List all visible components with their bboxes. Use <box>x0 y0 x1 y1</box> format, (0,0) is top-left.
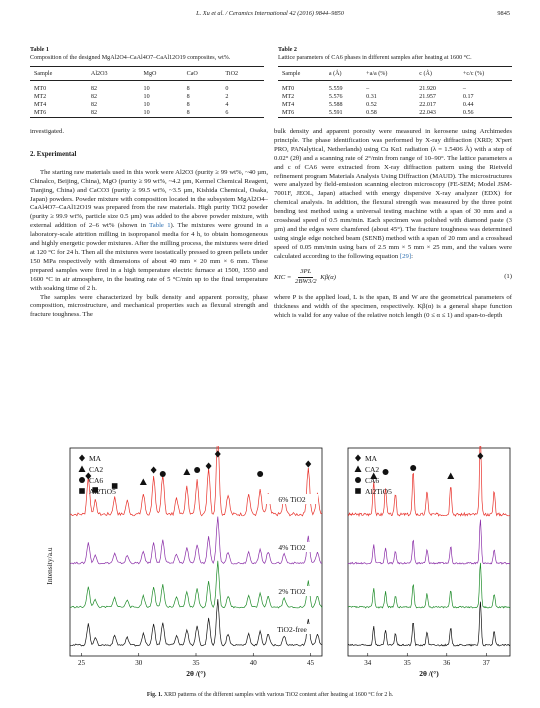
table-1-header-cell: MgO <box>143 70 157 77</box>
trace-label: 2% TiO2 <box>278 587 306 596</box>
table-2-header-cell: Sample <box>282 70 301 77</box>
circle-legend-symbol <box>79 477 85 483</box>
table-1-row <box>30 81 264 93</box>
reference-link[interactable]: [29] <box>399 252 412 260</box>
figure-label: Fig. 1. <box>146 692 163 698</box>
diamond-peak-marker <box>477 453 483 460</box>
legend-label: CA2 <box>89 465 104 474</box>
table-1-cell: 10 <box>143 109 150 116</box>
table-1-caption: Composition of the designed MgAl2O4–CaAl4O7–CaAl12O19 composites, wt%. <box>30 55 231 61</box>
diamond-peak-marker <box>206 463 212 470</box>
table-2-grid <box>278 66 512 118</box>
x-tick-label: 36 <box>443 659 451 667</box>
table-2-cell: 0.44 <box>462 101 474 108</box>
table-2-caption: Lattice parameters of CA6 phases in different samples after heating at 1600 °C. <box>278 55 472 61</box>
circle-legend-symbol <box>355 477 361 483</box>
table-2 <box>278 46 512 118</box>
x-tick-label: 25 <box>77 659 85 667</box>
triangle-legend-symbol <box>79 466 86 473</box>
xrd-trace <box>348 602 510 646</box>
legend-label: MA <box>89 454 102 463</box>
running-header <box>0 10 540 22</box>
table-2-header-cell: +c/c (%) <box>462 70 485 77</box>
table-1-cell: 10 <box>143 85 150 92</box>
table-2-cell: – <box>366 85 370 92</box>
y-axis-label: Intensity/a.u <box>45 547 54 585</box>
table-1-grid <box>30 66 264 118</box>
legend-label: Al2TiO5 <box>365 487 392 496</box>
figure-1-caption <box>0 692 540 698</box>
table-1-row <box>30 109 264 117</box>
table-2-row <box>278 109 512 117</box>
diamond-peak-marker <box>151 467 157 474</box>
left-column <box>30 128 268 320</box>
legend-label: Al2TiO5 <box>89 487 116 496</box>
table-1-cell: 10 <box>143 93 150 100</box>
table-1-cell: 82 <box>90 85 98 92</box>
table-2-cell: 21.957 <box>419 93 436 100</box>
circle-peak-marker <box>410 465 416 471</box>
table-2-cell: 0.58 <box>366 109 377 116</box>
x-tick-label: 35 <box>192 659 200 667</box>
legend-label: CA2 <box>365 465 380 474</box>
table-1-title: Table 1 <box>30 47 49 53</box>
table-2-cell: 0.17 <box>462 93 474 100</box>
table-2-cell: 21.920 <box>419 85 436 92</box>
table-2-cell: 5.576 <box>328 93 343 100</box>
page-number: 9845 <box>497 10 510 17</box>
table-1-cell: MT0 <box>34 85 47 92</box>
equation-fraction <box>295 268 317 287</box>
triangle-peak-marker <box>447 473 454 480</box>
table-2-cell: MT2 <box>282 93 295 100</box>
xrd-trace <box>70 599 322 646</box>
paragraph-text: ). The mixtures were ground in a laboratory-scale attrition milling in isopropanol media for 4 h, to obtain homogeneous and highly energetic powder mixtures. After the milling process, the mixtures were dried at 120 °C for 24 h. Then all the mixtures were isostatically pressed to green pellets under 150 MPa respectively with dimensions of about 40 mm × 20 mm × 6 mm. These prepared samples were fired in a high temperature electric furnace at 1500, 1550 and 1600 °C in air atmosphere, in the heating rate of 5 °C/min up to the final temperature with soaking time of 2 h. <box>30 222 268 292</box>
figure-caption-text: XRD patterns of the different samples with various TiO2 content after heating at 1600 °C for 2 h. <box>162 692 394 698</box>
table-1-cell: MT4 <box>34 101 47 108</box>
table-2-header-cell: +a/a (%) <box>366 70 388 77</box>
diamond-peak-marker <box>305 461 311 468</box>
triangle-legend-symbol <box>355 466 362 473</box>
x-tick-label: 35 <box>403 659 411 667</box>
legend-label: MA <box>365 454 378 463</box>
table-1-row <box>30 93 264 101</box>
paragraph-characterization: The samples were characterized by bulk density and apparent porosity, phase composition, microstructure, and mechanical properties such as flexural strength and fracture toughness. The <box>30 293 268 319</box>
x-tick-label: 34 <box>364 659 372 667</box>
equation-denominator: 2BW3/2 <box>295 277 317 285</box>
x-tick-label: 45 <box>307 659 315 667</box>
table-2-cell: MT4 <box>282 101 295 108</box>
table-2-cell: MT6 <box>282 109 295 116</box>
table-1-header-cell: TiO2 <box>225 70 239 77</box>
paragraph-text: bulk density and apparent porosity were measured in kerosene using Archimedes principle. The phase identification was performed by X-ray diffraction (XRD; X'pert PRO, PANalytical, Netherlands) using Cu Kα1 radiation (λ = 1.5406 Å) with a step of 0.02° (2θ) and a scanning rate of 2°/min from range of 10–90°. The lattice parameters a and c of CA6 were extracted from X-ray diffraction pattern using the Rietveld refinement program Materials Analysis Using Diffraction (MAUD). The microstructures were analyzed by field-emission scanning electron microscopy (FE-SEM; Model JSM-7001F, JEOL, Japan) attached with energy dispersive X-ray analyzer (EDX) for chemical analysis. In addition, the flexural strength was measured by the three point bending test method using a universal testing machine with a span of 30 mm and a crosshead speed of 0.5 mm/min. Each specimen was polished with diamond paste (3 µm) and the edges were chamfered (about 45°). The fracture toughness was determined using single edge notched beam (SENB) method with a span of 20 mm and a crosshead speed of 0.05 mm/min using bars of 2.5 mm × 5 mm × 25 mm, and the values were calculated according to the following equation <box>274 128 512 260</box>
table-2-cell: 22.017 <box>419 101 436 108</box>
x-axis-label: 2θ /(°) <box>419 669 439 678</box>
table-2-cell: 5.559 <box>328 85 343 92</box>
journal-citation: L. Xu et al. / Ceramics International 42 (2016) 9844–9850 <box>196 10 344 17</box>
table-2-row <box>278 81 512 93</box>
table-1-cell: 8 <box>186 109 190 116</box>
circle-peak-marker <box>383 469 389 475</box>
table-1-cell: 82 <box>90 109 98 116</box>
table-2-title: Table 2 <box>278 47 297 53</box>
x-tick-label: 40 <box>249 659 257 667</box>
table-1-cell: 4 <box>225 101 229 108</box>
equation-rhs: Kβ(α) <box>320 273 336 281</box>
x-tick-label: 37 <box>482 659 490 667</box>
table-1-cell: 8 <box>186 93 190 100</box>
xrd-chart <box>30 446 512 684</box>
table-1-cell: MT6 <box>34 109 47 116</box>
circle-peak-marker <box>257 471 263 477</box>
equation-lhs: KIC = <box>274 273 292 281</box>
table-1-header-cell: CaO <box>186 70 198 77</box>
legend-label: CA6 <box>365 476 380 485</box>
circle-peak-marker <box>194 467 200 473</box>
x-tick-label: 30 <box>135 659 143 667</box>
table-1-cell: 82 <box>90 101 98 108</box>
table-2-cell: 22.043 <box>419 109 436 116</box>
table-2-cell: MT0 <box>282 85 295 92</box>
trace-label: TiO2-free <box>277 625 307 634</box>
xrd-trace <box>70 446 322 516</box>
table-2-header-cell: c (Å) <box>419 70 432 77</box>
table-1-header-cell: Sample <box>34 70 53 77</box>
trace-label: 4% TiO2 <box>278 543 306 552</box>
table-2-cell: 0.52 <box>366 101 377 108</box>
table-1-cell: 6 <box>225 109 229 116</box>
legend-label: CA6 <box>89 476 104 485</box>
table-1-link[interactable]: Table 1 <box>149 222 171 230</box>
triangle-peak-marker <box>140 479 147 486</box>
table-2-row <box>278 93 512 101</box>
figure-1 <box>30 446 512 684</box>
trace-label: 6% TiO2 <box>278 495 306 504</box>
continuation-text: investigated. <box>30 128 64 135</box>
table-1-cell: 2 <box>225 93 229 100</box>
table-1-cell: 0 <box>225 85 229 92</box>
table-1-header-cell: Al2O3 <box>90 70 108 77</box>
xrd-trace <box>348 520 510 564</box>
equation-numerator: 3PL <box>298 268 313 278</box>
x-axis-label: 2θ /(°) <box>186 669 206 678</box>
section-heading: 2. Experimental <box>30 150 77 158</box>
table-2-row <box>278 101 512 109</box>
paragraph-methods <box>274 128 512 262</box>
equation-1 <box>274 268 512 287</box>
paragraph-equation-explanation: where P is the applied load, L is the span, B and W are the geometrical parameters of thickness and width of the specimen, respectively. Kβ(α) is a general shape function which is valid for any value of the relative notch length (0 ≤ α ≤ 1) and span-to-depth <box>274 294 512 320</box>
paragraph-text: : <box>411 252 413 260</box>
table-2-cell: 0.56 <box>462 109 474 116</box>
diamond-peak-marker <box>215 451 221 458</box>
table-2-cell: 0.31 <box>366 93 377 100</box>
table-1-cell: 8 <box>186 85 190 92</box>
diamond-legend-symbol <box>79 455 85 462</box>
table-1-cell: 82 <box>90 93 98 100</box>
equation-number: (1) <box>504 272 512 280</box>
table-1 <box>30 46 264 118</box>
xrd-trace <box>70 517 322 565</box>
xrd-trace <box>348 563 510 608</box>
table-1-row <box>30 101 264 109</box>
table-2-cell: – <box>462 85 466 92</box>
table-1-cell: 8 <box>186 101 190 108</box>
triangle-peak-marker <box>183 469 190 476</box>
table-2-cell: 5.588 <box>328 101 343 108</box>
diamond-legend-symbol <box>355 455 361 462</box>
equation-body <box>274 268 336 287</box>
table-1-cell: 10 <box>143 101 150 108</box>
square-legend-symbol <box>355 488 361 494</box>
square-legend-symbol <box>79 488 85 494</box>
paragraph-text: The starting raw materials used in this work were Al2O3 (purity ≥ 99 wt%, ~40 µm, Chinalco, Beijing, China), MgO (purity ≥ 99 wt%, ~4.2 µm, Kermel Chemical Reagent, Tianjing, China) and CaCO3 (purity ≥ 99.5 wt%, ~3.5 µm, Kishida Chemical, Osaka, Japan) powders. Powder mixture with composition located in the subsystem MgAl2O4–CaAl4O7–CaAl12O19 was prepared from the raw materials. High purity TiO2 powder (purity ≥ 99.9 wt%, particle size 0.5 µm) was added to the above powder mixture, with external addition of 2–6 wt% (shown in <box>30 168 268 230</box>
paragraph-materials <box>30 169 268 294</box>
table-2-header-cell: a (Å) <box>328 70 342 77</box>
xrd-trace <box>70 561 322 608</box>
circle-peak-marker <box>160 471 166 477</box>
table-1-cell: MT2 <box>34 93 47 100</box>
right-column <box>274 128 512 321</box>
table-2-cell: 5.591 <box>328 109 343 116</box>
